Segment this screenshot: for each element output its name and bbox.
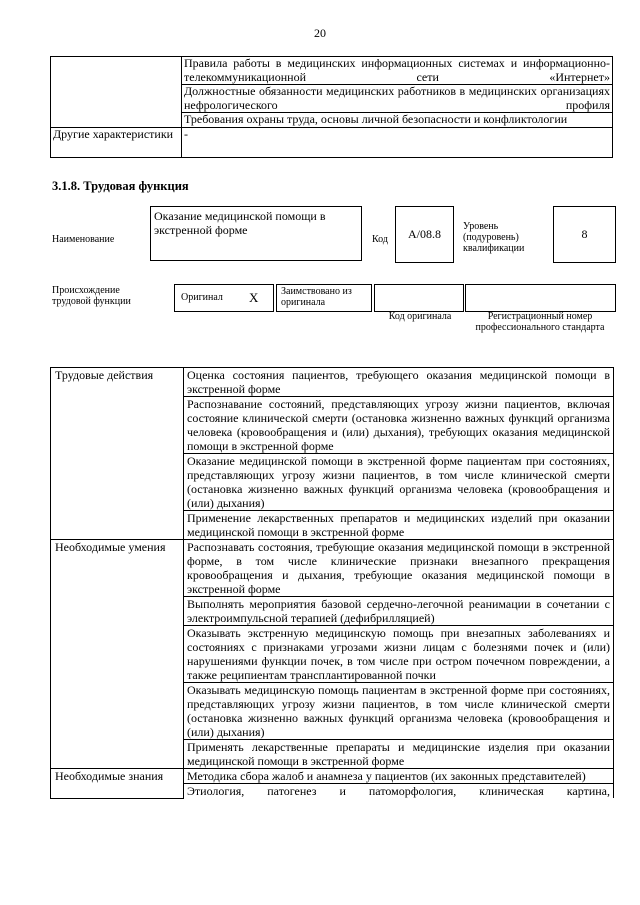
table-row <box>51 540 614 597</box>
reg-number-label: Регистрационный номер профессионального стандарта <box>475 311 605 333</box>
table-cell: Правила работы в медицинских информационных системах и информационно-телекоммуникационной сети «Интернет» <box>182 57 613 85</box>
code-original-box <box>374 284 464 312</box>
reg-number-box <box>465 284 616 312</box>
level-value: 8 <box>553 206 616 263</box>
table-row <box>51 769 614 784</box>
table-cell: Распознавать состояния, требующие оказания медицинской помощи в экстренной форме, в том числе клинические признаки внезапного прекращения кровообращения и дыхания, требующие оказания медицинской помощи в экстренной форме <box>184 540 614 597</box>
table-cell: Должностные обязанности медицинских работников в медицинских организациях нефрологического профиля <box>182 85 613 113</box>
table-row <box>51 368 614 397</box>
top-table <box>50 56 613 158</box>
table-cell: - <box>182 127 613 157</box>
table-row <box>51 57 613 85</box>
borrowed-label: Заимствовано из оригинала <box>281 286 352 308</box>
table-cell: Оказание медицинской помощи в экстренной форме пациентам при состояниях, представляющих угрозу жизни пациентов, в том числе клинической смерти (остановка жизненно важных функций организма человека (кровообращения и (или) дыхания) <box>184 454 614 511</box>
section-label: Необходимые умения <box>51 540 184 769</box>
row-label <box>51 57 182 128</box>
table-cell: Распознавание состояний, представляющих угрозу жизни пациентов, включая состояние клинической смерти (остановка жизненно важных функций организма человека (кровообращения и (или) дыхания), требующих оказания медицинской помощи в экстренной форме <box>184 397 614 454</box>
function-name: Оказание медицинской помощи в экстренной форме <box>150 206 362 261</box>
original-label: Оригинал <box>181 292 223 303</box>
main-table <box>50 367 614 799</box>
table-row <box>51 127 613 157</box>
table-cell: Оценка состояния пациентов, требующего оказания медицинской помощи в экстренной форме <box>184 368 614 397</box>
table-cell: Применение лекарственных препаратов и медицинских изделий при оказании медицинской помощи в экстренной форме <box>184 511 614 540</box>
original-mark: X <box>249 290 259 305</box>
code-value: А/08.8 <box>395 206 454 263</box>
table-cell: Этиология, патогенез и патоморфология, клиническая картина, <box>184 784 614 799</box>
section-title: 3.1.8. Трудовая функция <box>52 179 189 193</box>
section-label: Трудовые действия <box>51 368 184 540</box>
origin-label: Происхождение трудовой функции <box>52 285 131 307</box>
table-cell: Оказывать медицинскую помощь пациентам в экстренной форме при состояниях, представляющих угрозу жизни пациентов, в том числе клинической смерти (остановка жизненно важных функций организма человека (кровообращения и (или) дыхания) <box>184 683 614 740</box>
table-cell: Оказывать экстренную медицинскую помощь при внезапных заболеваниях и состояниях с признаками угрозами жизни лицам с болезнями почек и (или) нарушениями функции почек, в том числе при остром почечном повреждении, а также реципиентам трансплантированной почки <box>184 626 614 683</box>
table-cell: Методика сбора жалоб и анамнеза у пациентов (их законных представителей) <box>184 769 614 784</box>
page-number: 20 <box>314 26 326 40</box>
original-cell <box>174 284 274 312</box>
level-label: Уровень (подуровень) квалификации <box>463 221 525 254</box>
borrowed-cell <box>276 284 372 312</box>
table-cell: Выполнять мероприятия базовой сердечно-легочной реанимации в сочетании с электроимпульсной терапией (дефибрилляцией) <box>184 597 614 626</box>
table-cell: Применять лекарственные препараты и медицинские изделия при оказании медицинской помощи в экстренной форме <box>184 740 614 769</box>
section-label: Необходимые знания <box>51 769 184 799</box>
code-original-label: Код оригинала <box>388 311 452 322</box>
table-cell: Требования охраны труда, основы личной безопасности и конфликтологии <box>182 113 613 128</box>
row-label: Другие характеристики <box>51 127 182 157</box>
name-label: Наименование <box>52 234 115 245</box>
code-label: Код <box>372 234 388 245</box>
